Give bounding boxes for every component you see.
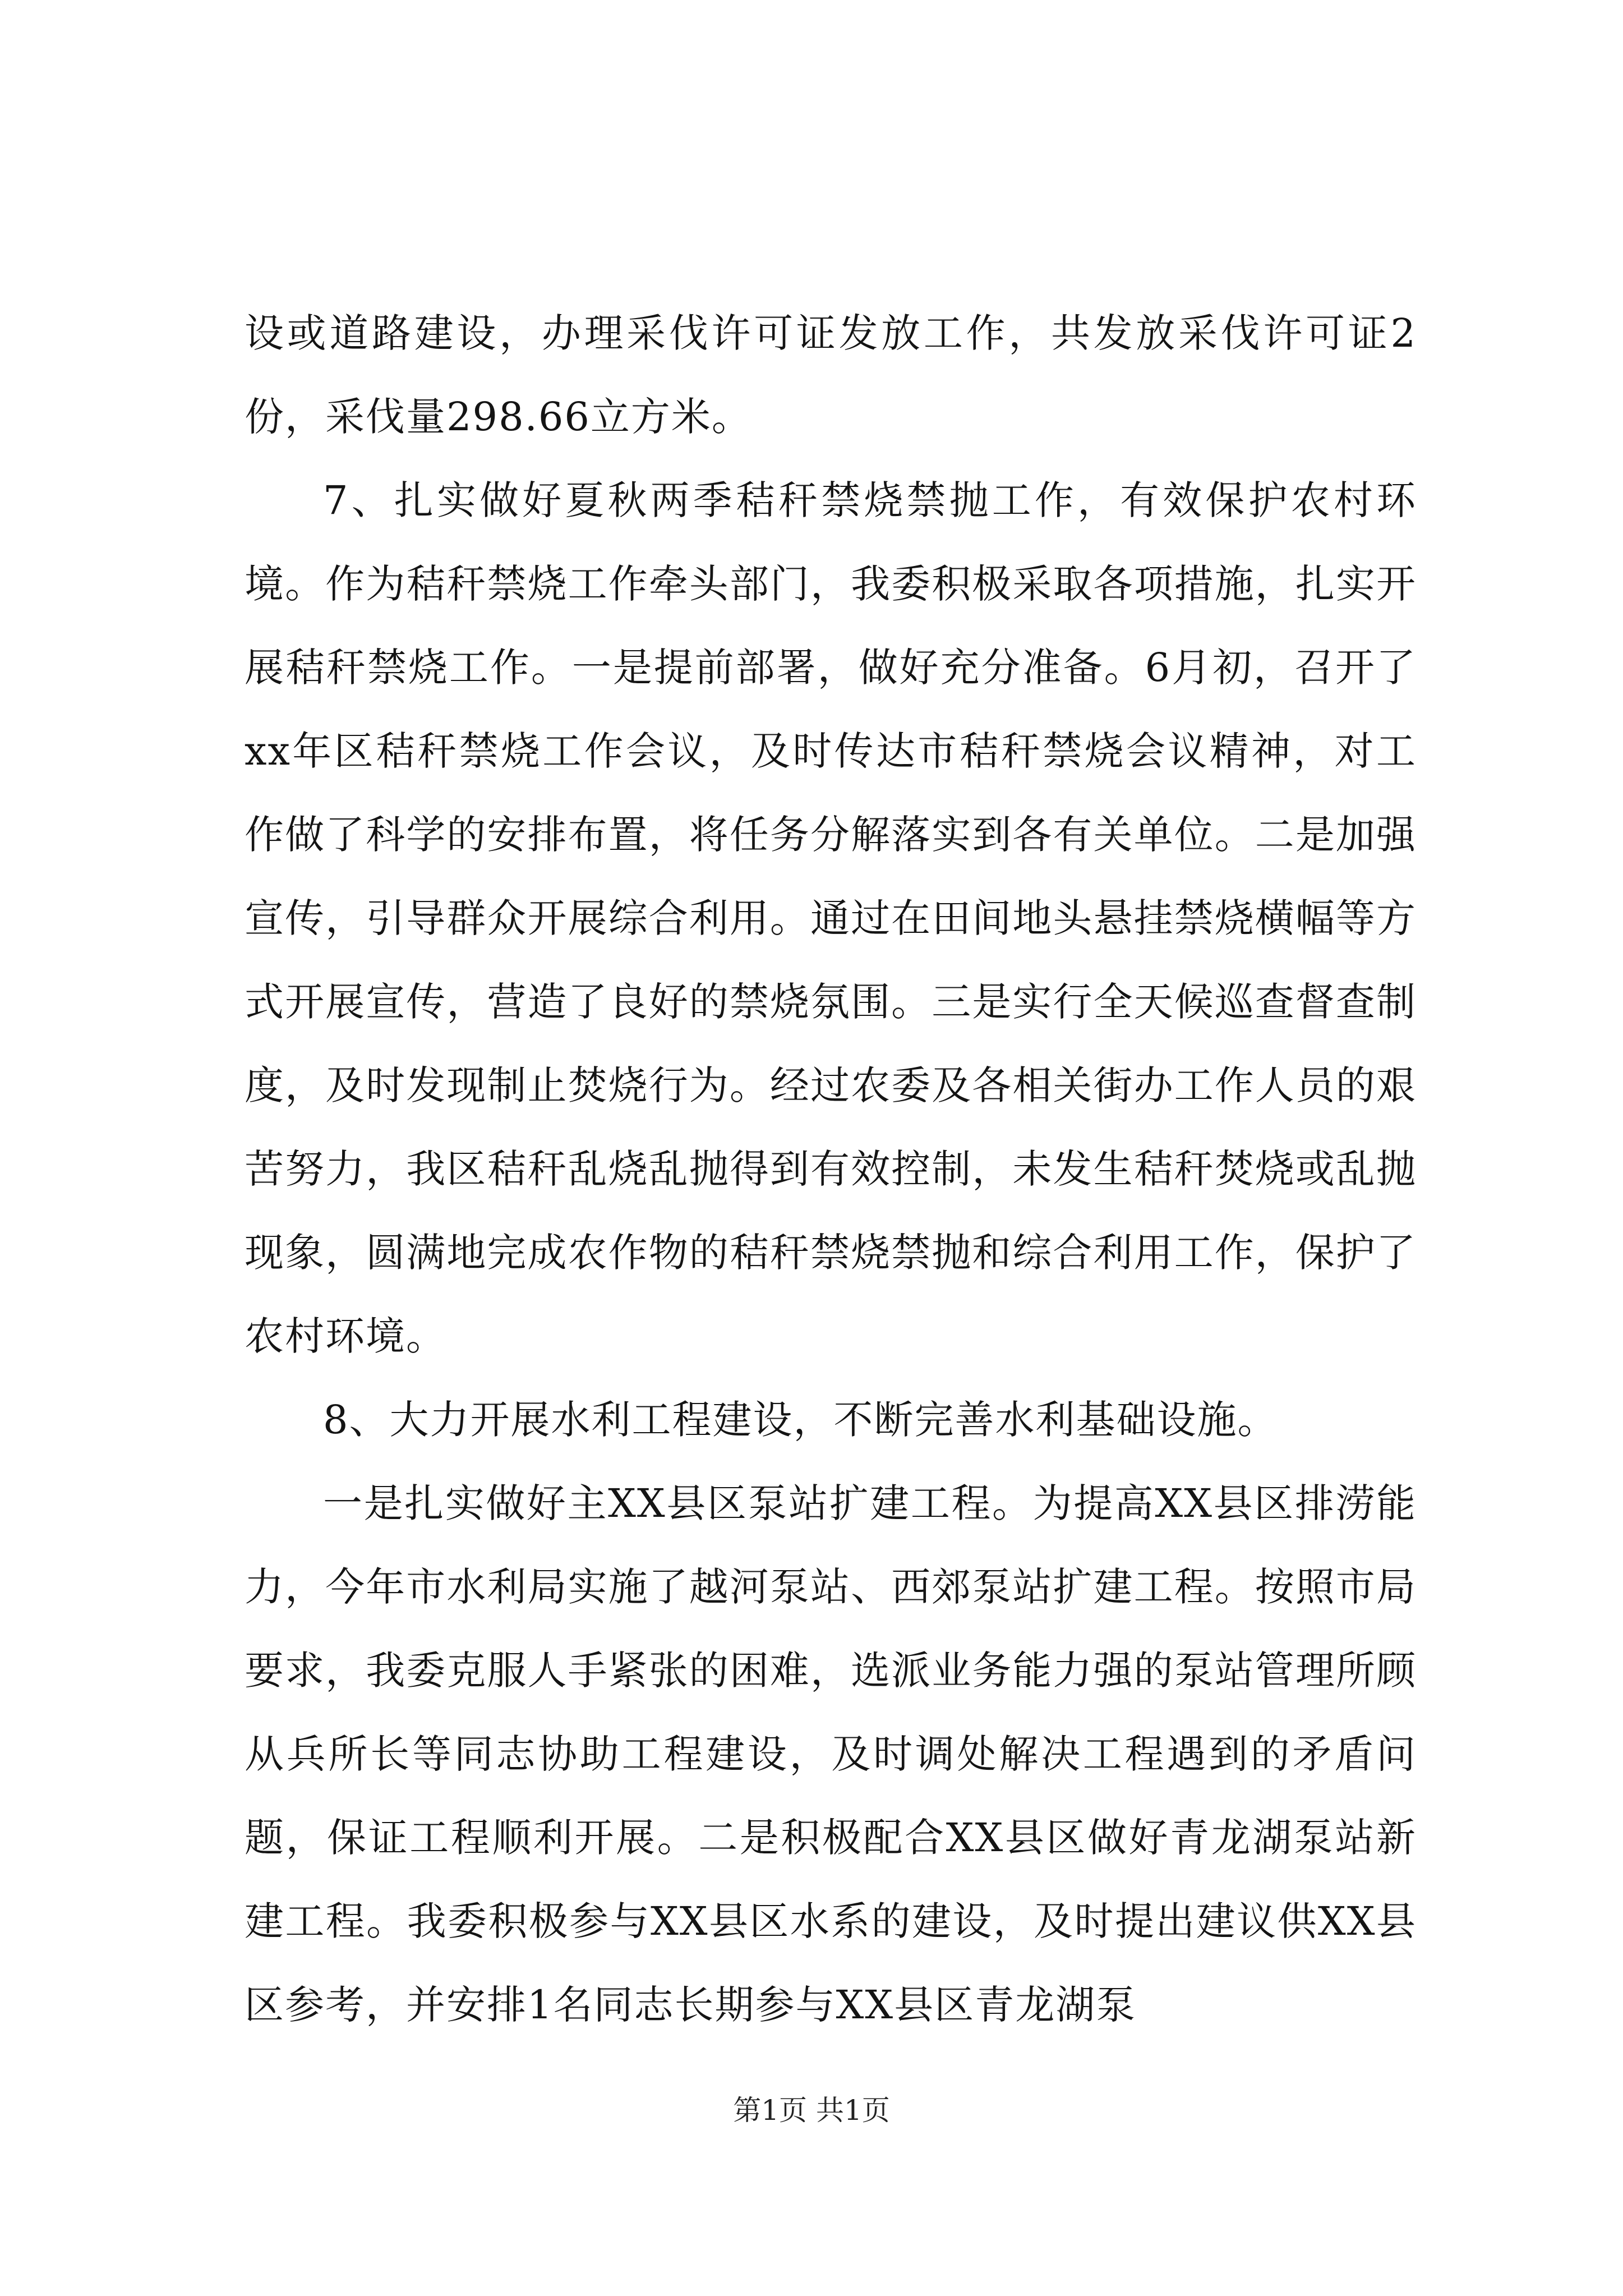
document-body [245, 292, 1417, 2047]
paragraph-pump-station: 一是扎实做好主XX县区泵站扩建工程。为提高XX县区排涝能力，今年市水利局实施了越河泵站、西郊泵站扩建工程。按照市局要求，我委克服人手紧张的困难，选派业务能力强的泵站管理所顾从兵所长等同志协助工程建设，及时调处解决工程遇到的矛盾问题，保证工程顺利开展。二是积极配合XX县区做好青龙湖泵站新建工程。我委积极参与XX县区水系的建设，及时提出建议供XX县区参考，并安排1名同志长期参与XX县区青龙湖泵 [245, 1480, 1417, 2028]
paragraph-continuation: 设或道路建设，办理采伐许可证发放工作，共发放采伐许可证2份，采伐量298.66立方米。 [245, 310, 1417, 440]
paragraph-straw-burning: 7、扎实做好夏秋两季秸秆禁烧禁抛工作，有效保护农村环境。作为秸秆禁烧工作牵头部门，我委积极采取各项措施，扎实开展秸秆禁烧工作。一是提前部署，做好充分准备。6月初，召开了xx年区秸秆禁烧工作会议，及时传达市秸秆禁烧会议精神，对工作做了科学的安排布置，将任务分解落实到各有关单位。二是加强宣传，引导群众开展综合利用。通过在田间地头悬挂禁烧横幅等方式开展宣传，营造了良好的禁烧氛围。三是实行全天候巡查督查制度，及时发现制止焚烧行为。经过农委及各相关街办工作人员的艰苦努力，我区秸秆乱烧乱抛得到有效控制，未发生秸秆焚烧或乱抛现象，圆满地完成农作物的秸秆禁烧禁抛和综合利用工作，保护了农村环境。 [245, 477, 1417, 1359]
paragraph-water-heading: 8、大力开展水利工程建设，不断完善水利基础设施。 [323, 1397, 1278, 1443]
page-footer: 第1页 共1页 [733, 2094, 890, 2127]
